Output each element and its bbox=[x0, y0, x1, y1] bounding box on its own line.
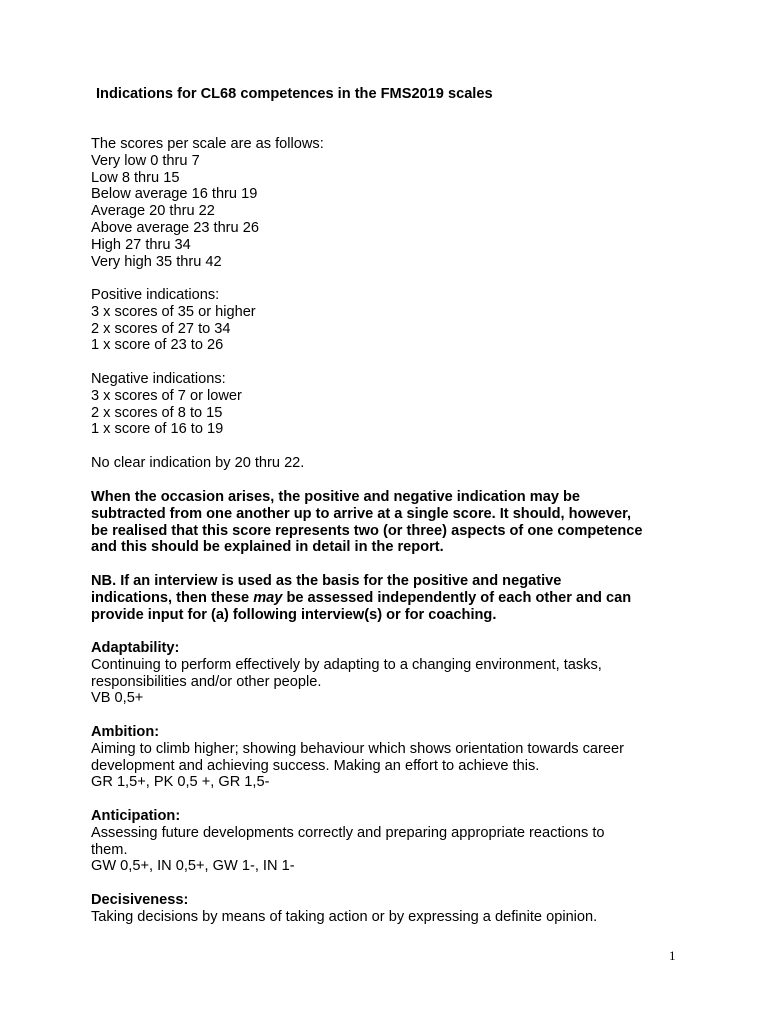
positive-item: 1 x score of 23 to 26 bbox=[91, 337, 224, 354]
nb-line: provide input for (a) following interview(s) or for coaching. bbox=[91, 606, 497, 623]
score-range: Average 20 thru 22 bbox=[91, 203, 215, 220]
nb-line: NB. If an interview is used as the basis for the positive and negative bbox=[91, 573, 562, 589]
competence-code: VB 0,5+ bbox=[91, 690, 144, 707]
scores-intro: The scores per scale are as follows: bbox=[91, 136, 324, 152]
competence-name: Decisiveness: bbox=[91, 892, 189, 908]
positive-indications bbox=[91, 287, 691, 354]
competence-ambition bbox=[91, 724, 691, 791]
negative-indications bbox=[91, 371, 691, 438]
page-number: 1 bbox=[669, 948, 676, 963]
nb-emphasis: may bbox=[253, 589, 283, 606]
competence-description: responsibilities and/or other people. bbox=[91, 673, 322, 690]
competence-description: Continuing to perform effectively by adapting to a changing environment, tasks, bbox=[91, 656, 602, 673]
nb-text: be assessed independently of each other and can bbox=[282, 589, 632, 606]
competence-name: Anticipation: bbox=[91, 808, 181, 824]
scores-section bbox=[91, 136, 691, 270]
competence-decisiveness bbox=[91, 892, 691, 926]
competence-name: Adaptability: bbox=[91, 640, 180, 656]
negative-heading: Negative indications: bbox=[91, 371, 226, 387]
occasion-line: be realised that this score represents two (or three) aspects of one competence bbox=[91, 522, 643, 539]
score-range: Below average 16 thru 19 bbox=[91, 186, 258, 203]
competence-code: GR 1,5+, PK 0,5 +, GR 1,5- bbox=[91, 774, 270, 791]
no-indication-note bbox=[91, 455, 691, 472]
occasion-line: subtracted from one another up to arrive at a single score. It should, however, bbox=[91, 505, 632, 522]
positive-heading: Positive indications: bbox=[91, 287, 220, 303]
negative-item: 2 x scores of 8 to 15 bbox=[91, 404, 223, 421]
competence-code: GW 0,5+, IN 0,5+, GW 1-, IN 1- bbox=[91, 858, 295, 875]
competence-description: development and achieving success. Making an effort to achieve this. bbox=[91, 757, 540, 774]
positive-item: 2 x scores of 27 to 34 bbox=[91, 320, 231, 337]
competence-anticipation bbox=[91, 808, 691, 875]
score-range: High 27 thru 34 bbox=[91, 236, 191, 253]
competence-adaptability bbox=[91, 640, 691, 707]
occasion-line: When the occasion arises, the positive and negative indication may be bbox=[91, 489, 581, 505]
competence-name: Ambition: bbox=[91, 724, 160, 740]
negative-item: 1 x score of 16 to 19 bbox=[91, 421, 224, 438]
competence-description: Taking decisions by means of taking action or by expressing a definite opinion. bbox=[91, 908, 598, 925]
no-indication-text: No clear indication by 20 thru 22. bbox=[91, 455, 305, 471]
occasion-line: and this should be explained in detail in the report. bbox=[91, 539, 444, 556]
score-range: Above average 23 thru 26 bbox=[91, 219, 259, 236]
score-range: Low 8 thru 15 bbox=[91, 169, 180, 186]
negative-item: 3 x scores of 7 or lower bbox=[91, 387, 242, 404]
score-range: Very high 35 thru 42 bbox=[91, 253, 222, 270]
nb-text: indications, then these bbox=[91, 589, 254, 606]
positive-item: 3 x scores of 35 or higher bbox=[91, 303, 256, 320]
competence-description: them. bbox=[91, 841, 128, 858]
nb-note bbox=[91, 573, 691, 623]
nb-line bbox=[91, 590, 691, 607]
document-title: Indications for CL68 competences in the FMS2019 scales bbox=[96, 86, 493, 102]
competence-description: Assessing future developments correctly and preparing appropriate reactions to bbox=[91, 824, 605, 841]
occasion-note bbox=[91, 489, 691, 556]
score-range: Very low 0 thru 7 bbox=[91, 152, 200, 169]
competence-description: Aiming to climb higher; showing behaviour which shows orientation towards career bbox=[91, 740, 624, 757]
